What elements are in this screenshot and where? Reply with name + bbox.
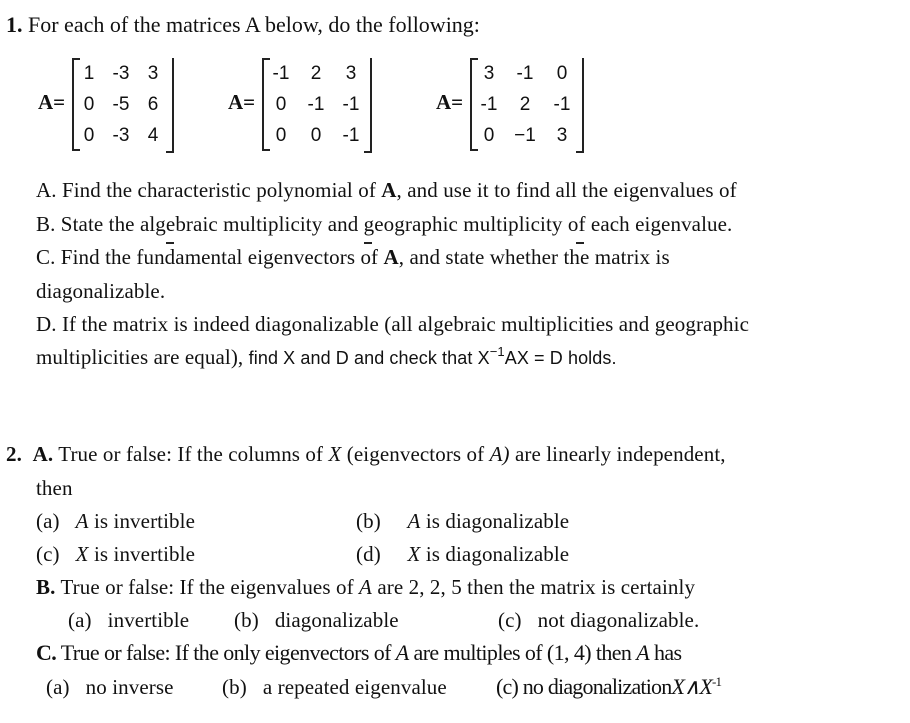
q1-part-d: D. If the matrix is indeed diagonalizable (all algebraic multiplicities and geographic xyxy=(36,312,750,336)
matrix-1-cell: 0 xyxy=(83,125,95,146)
q1-part-c: C. Find the fundamental eigenvectors of A, and state whether the matrix is xyxy=(36,245,670,269)
q2-part-c-opt-b: (b) a repeated eigenvalue xyxy=(222,675,447,699)
matrix-3 xyxy=(470,58,584,151)
matrix-1-cell: 1 xyxy=(83,63,95,84)
q1-intro: For each of the matrices A below, do the following: xyxy=(28,12,480,37)
q1-part-c-cont: diagonalizable. xyxy=(36,279,166,303)
matrix-2-cell: -1 xyxy=(342,125,360,146)
matrix-1-cell: 4 xyxy=(147,125,159,146)
q1-part-a: A. Find the characteristic polynomial of A, and use it to find all the eigenvalues of xyxy=(36,178,737,202)
q2-option-c: (c) X is invertible xyxy=(36,542,195,566)
matrix-1-cell: -3 xyxy=(112,63,130,84)
matrix-1-cell: -3 xyxy=(112,125,130,146)
q2-option-b: (b) A is diagonalizable xyxy=(356,509,570,533)
matrix-3-cell: -1 xyxy=(516,63,534,84)
matrix-3-cell: 0 xyxy=(556,63,568,84)
q2-part-c: C. True or false: If the only eigenvectors of A are multiples of (1, 4) then A has xyxy=(36,640,682,665)
matrix-1-cell: 0 xyxy=(83,94,95,115)
matrix-1-cell: 3 xyxy=(147,63,159,84)
matrix-2-cell: 3 xyxy=(345,63,357,84)
q2-part-b-opt-a: (a) invertible xyxy=(68,608,190,632)
matrix-3-label: A= xyxy=(436,90,464,114)
matrix-1-cell: -5 xyxy=(112,94,130,115)
matrix-3-cell: -1 xyxy=(553,94,571,115)
matrix-2 xyxy=(262,58,372,151)
matrix-2-label: A= xyxy=(228,90,256,114)
matrix-2-cell: 0 xyxy=(275,94,287,115)
q2-part-b: B. True or false: If the eigenvalues of A are 2, 2, 5 then the matrix is certainly xyxy=(36,575,696,599)
matrix-2-cell: -1 xyxy=(307,94,325,115)
q2-option-a: (a) A is invertible xyxy=(36,509,195,533)
q1-part-b: B. State the algebraic multiplicity and geographic multiplicity of each eigenvalue. xyxy=(36,212,733,236)
matrix-3-cell: 2 xyxy=(519,94,531,115)
matrix-2-cell: 2 xyxy=(310,63,322,84)
matrix-2-cell: -1 xyxy=(272,63,290,84)
q2-part-a-then: then xyxy=(36,476,73,500)
q2-part-a: 2. A. True or false: If the columns of X (eigenvectors of A) are linearly independent, xyxy=(6,442,726,466)
q2-option-d: (d) X is diagonalizable xyxy=(356,542,570,566)
matrix-2-cell: 0 xyxy=(275,125,287,146)
q1-number: 1. xyxy=(6,12,23,37)
q2-part-c-opt-c: (c) no $diagonalizationX\wedge X^{-1}$ xyxy=(496,674,722,699)
q1-part-d-cont: multiplicities are equal), find X and D and check that $X^{-1}AX = D$ holds. xyxy=(36,344,617,369)
matrix-1-cell: 6 xyxy=(147,94,159,115)
matrix-1-label: A= xyxy=(38,90,66,114)
q2-part-c-opt-a: (a) no inverse xyxy=(46,675,174,699)
matrix-3-cell: 3 xyxy=(483,63,495,84)
matrix-3-cell: -1 xyxy=(480,94,498,115)
matrix-3-cell: 0 xyxy=(483,125,495,146)
matrix-3-cell: 3 xyxy=(556,125,568,146)
matrix-2-cell: 0 xyxy=(310,125,322,146)
matrix-2-cell: -1 xyxy=(342,94,360,115)
matrix-3-cell: −1 xyxy=(514,125,536,146)
matrix-1 xyxy=(72,58,174,151)
q1-heading xyxy=(6,12,480,38)
q2-part-b-opt-c: (c) not diagonalizable. xyxy=(498,608,700,632)
q2-part-b-opt-b: (b) diagonalizable xyxy=(234,608,399,632)
